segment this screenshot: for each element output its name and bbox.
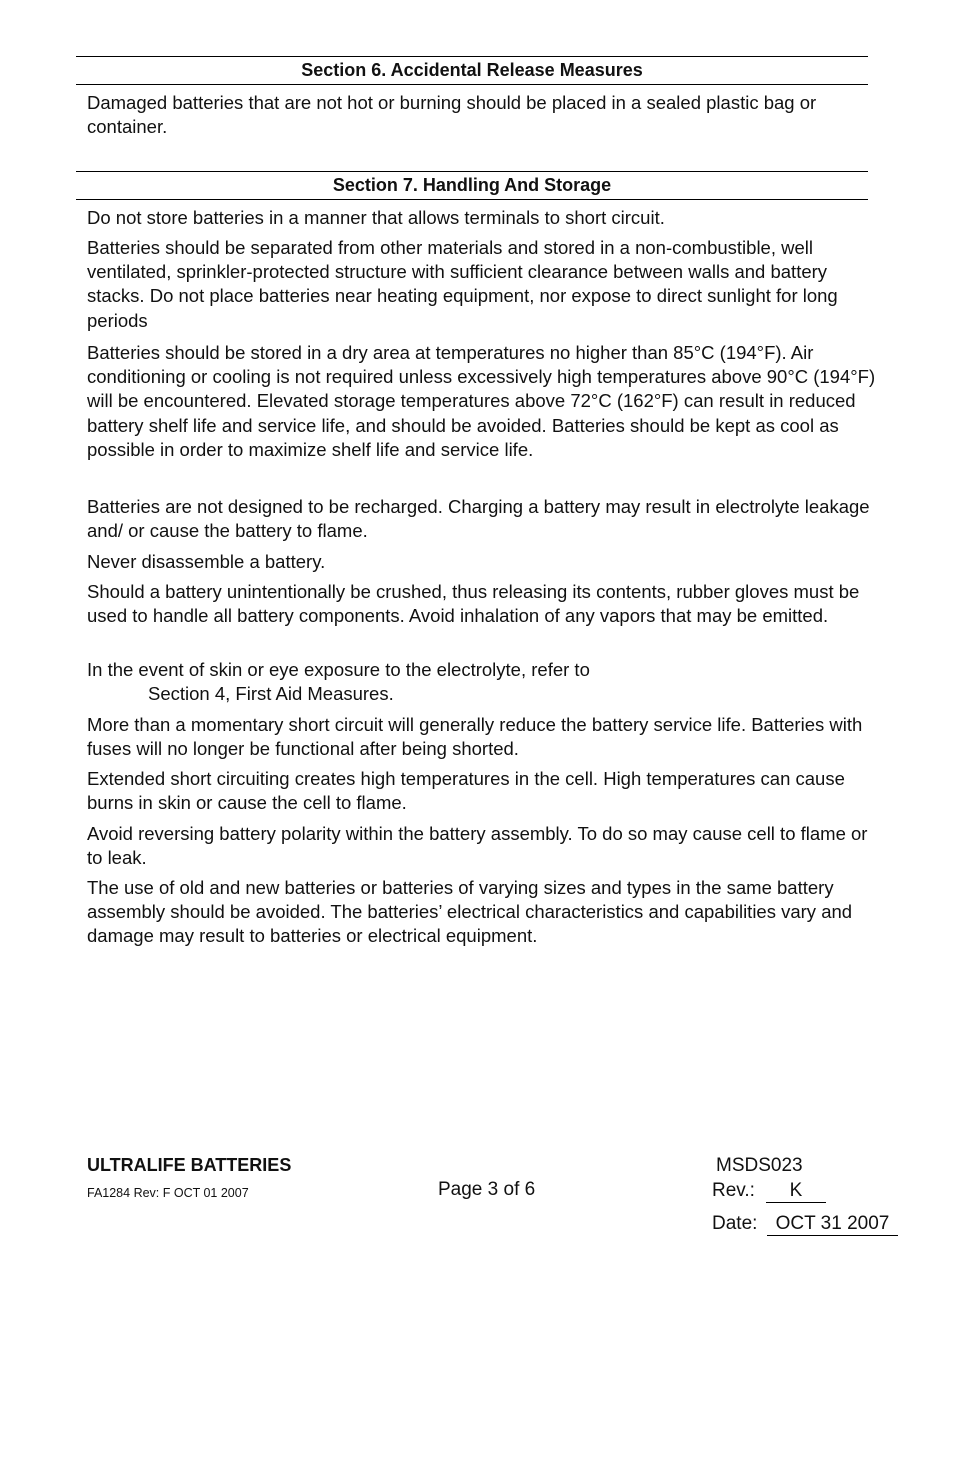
form-revision: FA1284 Rev: F OCT 01 2007 xyxy=(87,1186,249,1200)
section-7-paragraph: Batteries are not designed to be recharged. Charging a battery may result in electrolyte leakage and/ or cause the battery to flame. xyxy=(87,496,870,542)
revision-value: K xyxy=(766,1180,826,1203)
section-7-paragraph: Do not store batteries in a manner that allows terminals to short circuit. xyxy=(87,207,665,228)
section-7-paragraph: Should a battery unintentionally be crushed, thus releasing its contents, rubber gloves must be used to handle all battery components. Avoid inhalation of any vapors that may be emitted. xyxy=(87,581,860,627)
section-7-paragraph: Batteries should be separated from other materials and stored in a non-combustible, well ventilated, sprinkler-protected structure with sufficient clearance between walls and battery stacks. Do not place batteries near heating equipment, nor expose to direct sunlight for long periods xyxy=(87,237,838,331)
section-7-header: Section 7. Handling And Storage xyxy=(76,171,868,200)
section-7-paragraph: Never disassemble a battery. xyxy=(87,551,326,572)
section-6-header: Section 6. Accidental Release Measures xyxy=(76,56,868,85)
first-aid-reference: Section 4, First Aid Measures. xyxy=(148,683,394,705)
section-7-paragraph: Batteries should be stored in a dry area at temperatures no higher than 85°C (194°F). Air conditioning or cooling is not required unless excessively high temperatures above 90°C (194°F) will be encountered. Elevated storage temperatures above 72°C (162°F) can result in reduced battery shelf life and service life, and should be avoided. Batteries should be kept as cool as possible in order to maximize shelf life and service life. xyxy=(87,342,876,460)
document-id: MSDS023 xyxy=(716,1155,803,1176)
revision-label: Rev.: xyxy=(712,1180,755,1201)
exposure-reference-text: In the event of skin or eye exposure to the electrolyte, refer to xyxy=(87,659,590,680)
page-number: Page 3 of 6 xyxy=(438,1179,536,1200)
date-label: Date: xyxy=(712,1213,758,1234)
section-7-paragraph: Avoid reversing battery polarity within the battery assembly. To do so may cause cell to flame or to leak. xyxy=(87,823,868,869)
section-7-paragraph xyxy=(87,658,877,706)
section-7-paragraph: Extended short circuiting creates high temperatures in the cell. High temperatures can cause burns in skin or cause the cell to flame. xyxy=(87,768,845,814)
company-name: ULTRALIFE BATTERIES xyxy=(87,1155,292,1175)
date-value: OCT 31 2007 xyxy=(767,1213,898,1236)
section-6-paragraph: Damaged batteries that are not hot or burning should be placed in a sealed plastic bag or container. xyxy=(87,92,817,138)
section-7-paragraph: The use of old and new batteries or batteries of varying sizes and types in the same battery assembly should be avoided. The batteries’ electrical characteristics and capabilities vary and damage may result to batteries or electrical equipment. xyxy=(87,877,853,947)
section-7-paragraph: More than a momentary short circuit will generally reduce the battery service life. Batteries with fuses will no longer be functional after being shorted. xyxy=(87,714,863,760)
